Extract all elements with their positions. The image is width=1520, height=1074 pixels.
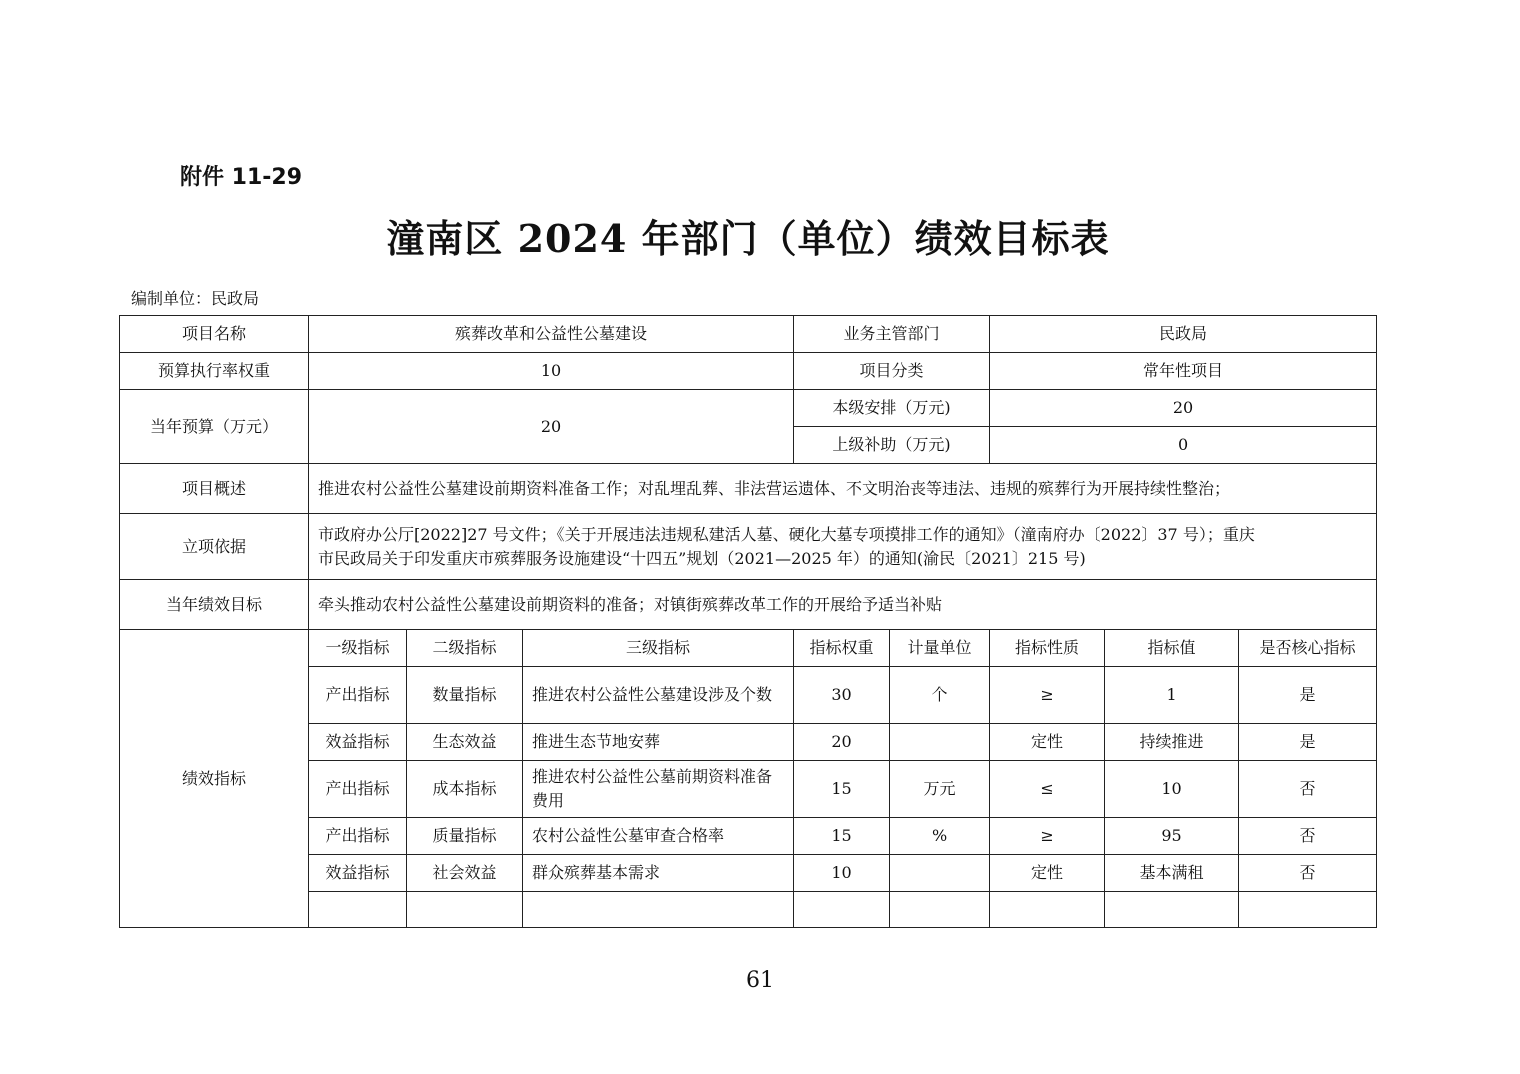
level3-cell: 推进生态节地安葬 xyxy=(523,724,794,761)
empty-cell xyxy=(1105,892,1239,928)
empty-cell xyxy=(309,892,407,928)
unit-cell xyxy=(890,855,990,892)
core-cell: 是 xyxy=(1239,724,1377,761)
local-value: 20 xyxy=(990,390,1377,427)
empty-cell xyxy=(523,892,794,928)
level1-cell: 产出指标 xyxy=(309,667,407,724)
dept-value: 民政局 xyxy=(990,316,1377,353)
empty-cell xyxy=(407,892,523,928)
header-nature: 指标性质 xyxy=(990,630,1105,667)
level1-cell: 产出指标 xyxy=(309,818,407,855)
project-name-value: 殡葬改革和公益性公墓建设 xyxy=(309,316,794,353)
indicator-header-row xyxy=(120,630,1377,667)
header-unit: 计量单位 xyxy=(890,630,990,667)
annual-budget-value: 20 xyxy=(309,390,794,464)
value-cell: 持续推进 xyxy=(1105,724,1239,761)
overview-label: 项目概述 xyxy=(120,464,309,514)
nature-cell: ≥ xyxy=(990,667,1105,724)
basis-line-2: 市民政局关于印发重庆市殡葬服务设施建设“十四五”规划（2021—2025 年）的通知(渝民〔2021〕215 号) xyxy=(318,548,1086,568)
table-row xyxy=(120,761,1377,818)
basis-label: 立项依据 xyxy=(120,514,309,580)
superior-value: 0 xyxy=(990,427,1377,464)
level3-cell: 农村公益性公墓审查合格率 xyxy=(523,818,794,855)
value-cell: 10 xyxy=(1105,761,1239,818)
page-title: 潼南区 2024 年部门（单位）绩效目标表 xyxy=(386,216,1110,261)
level2-cell: 质量指标 xyxy=(407,818,523,855)
header-level1: 一级指标 xyxy=(309,630,407,667)
weight-cell: 30 xyxy=(794,667,890,724)
basis-line-1: 市政府办公厅[2022]27 号文件；《关于开展违法违规私建活人墓、硬化大墓专项摸排工作的通知》（潼南府办〔2022〕37 号）；重庆 xyxy=(318,524,1255,544)
superior-label: 上级补助（万元) xyxy=(794,427,990,464)
attachment-label: 附件 11-29 xyxy=(180,165,303,190)
unit-cell: 万元 xyxy=(890,761,990,818)
goal-value: 牵头推动农村公益性公墓建设前期资料的准备；对镇街殡葬改革工作的开展给予适当补贴 xyxy=(309,580,1377,630)
basis-value xyxy=(309,514,1377,580)
weight-cell: 15 xyxy=(794,761,890,818)
nature-cell: 定性 xyxy=(990,855,1105,892)
level2-cell: 生态效益 xyxy=(407,724,523,761)
core-cell: 是 xyxy=(1239,667,1377,724)
nature-cell: ≤ xyxy=(990,761,1105,818)
header-core: 是否核心指标 xyxy=(1239,630,1377,667)
core-cell: 否 xyxy=(1239,855,1377,892)
empty-cell xyxy=(890,892,990,928)
header-level2: 二级指标 xyxy=(407,630,523,667)
budget-weight-label: 预算执行率权重 xyxy=(120,353,309,390)
table-row xyxy=(120,724,1377,761)
nature-cell: 定性 xyxy=(990,724,1105,761)
compiled-by: 编制单位：民政局 xyxy=(131,289,260,308)
core-cell: 否 xyxy=(1239,761,1377,818)
core-cell: 否 xyxy=(1239,818,1377,855)
value-cell: 1 xyxy=(1105,667,1239,724)
weight-cell: 15 xyxy=(794,818,890,855)
level1-cell: 效益指标 xyxy=(309,855,407,892)
empty-row xyxy=(120,892,1377,928)
empty-cell xyxy=(990,892,1105,928)
weight-cell: 20 xyxy=(794,724,890,761)
header-weight: 指标权重 xyxy=(794,630,890,667)
project-name-label: 项目名称 xyxy=(120,316,309,353)
level1-cell: 效益指标 xyxy=(309,724,407,761)
unit-cell: 个 xyxy=(890,667,990,724)
weight-cell: 10 xyxy=(794,855,890,892)
indicators-label: 绩效指标 xyxy=(120,630,309,928)
value-cell: 基本满租 xyxy=(1105,855,1239,892)
level3-cell: 推进农村公益性公墓建设涉及个数 xyxy=(523,667,794,724)
dept-label: 业务主管部门 xyxy=(794,316,990,353)
goal-label: 当年绩效目标 xyxy=(120,580,309,630)
local-label: 本级安排（万元) xyxy=(794,390,990,427)
unit-cell: % xyxy=(890,818,990,855)
unit-cell xyxy=(890,724,990,761)
level3-cell: 群众殡葬基本需求 xyxy=(523,855,794,892)
level2-cell: 数量指标 xyxy=(407,667,523,724)
empty-cell xyxy=(794,892,890,928)
level2-cell: 成本指标 xyxy=(407,761,523,818)
value-cell: 95 xyxy=(1105,818,1239,855)
category-label: 项目分类 xyxy=(794,353,990,390)
empty-cell xyxy=(1239,892,1377,928)
table-row xyxy=(120,818,1377,855)
header-value: 指标值 xyxy=(1105,630,1239,667)
nature-cell: ≥ xyxy=(990,818,1105,855)
header-level3: 三级指标 xyxy=(523,630,794,667)
annual-budget-label: 当年预算（万元） xyxy=(120,390,309,464)
budget-weight-value: 10 xyxy=(309,353,794,390)
overview-value: 推进农村公益性公墓建设前期资料准备工作；对乱埋乱葬、非法营运遗体、不文明治丧等违法、违规的殡葬行为开展持续性整治； xyxy=(309,464,1377,514)
performance-table xyxy=(119,315,1377,928)
table-row xyxy=(120,855,1377,892)
category-value: 常年性项目 xyxy=(990,353,1377,390)
level1-cell: 产出指标 xyxy=(309,761,407,818)
level3-cell: 推进农村公益性公墓前期资料准备费用 xyxy=(523,761,794,818)
table-row xyxy=(120,667,1377,724)
page-number: 61 xyxy=(746,968,774,993)
level2-cell: 社会效益 xyxy=(407,855,523,892)
